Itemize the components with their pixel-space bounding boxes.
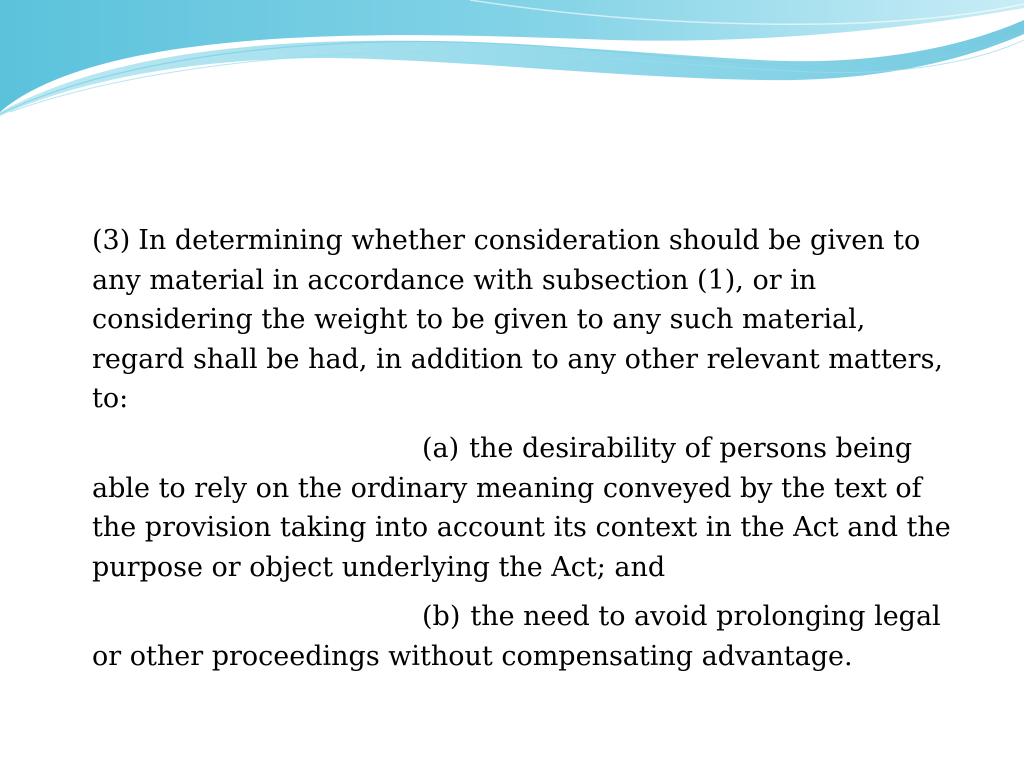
- paragraph-3-number: (3): [92, 225, 131, 256]
- paragraph-3: [92, 221, 962, 419]
- subparagraph-a-number: (a): [422, 432, 460, 464]
- slide-body-text: [92, 221, 962, 687]
- subparagraph-a: [92, 429, 962, 587]
- subparagraph-a-text: the desirability of persons being able to rely on the ordinary meaning conveyed by the text of the provision taking into account its context in the Act and the purpose or object underlying the Act; and: [92, 432, 951, 583]
- subparagraph-b-number: (b): [422, 601, 461, 633]
- paragraph-3-text: In determining whether consideration should be given to any material in accordance with subsection (1), or in considering the weight to be given to any such material, regard shall be had, in addition to any other relevant matters, to:: [92, 225, 944, 415]
- subparagraph-b-text: the need to avoid prolonging legal or other proceedings without compensating advantage.: [92, 601, 941, 672]
- decorative-wave-header: [0, 0, 1024, 130]
- subparagraph-b: [92, 597, 962, 676]
